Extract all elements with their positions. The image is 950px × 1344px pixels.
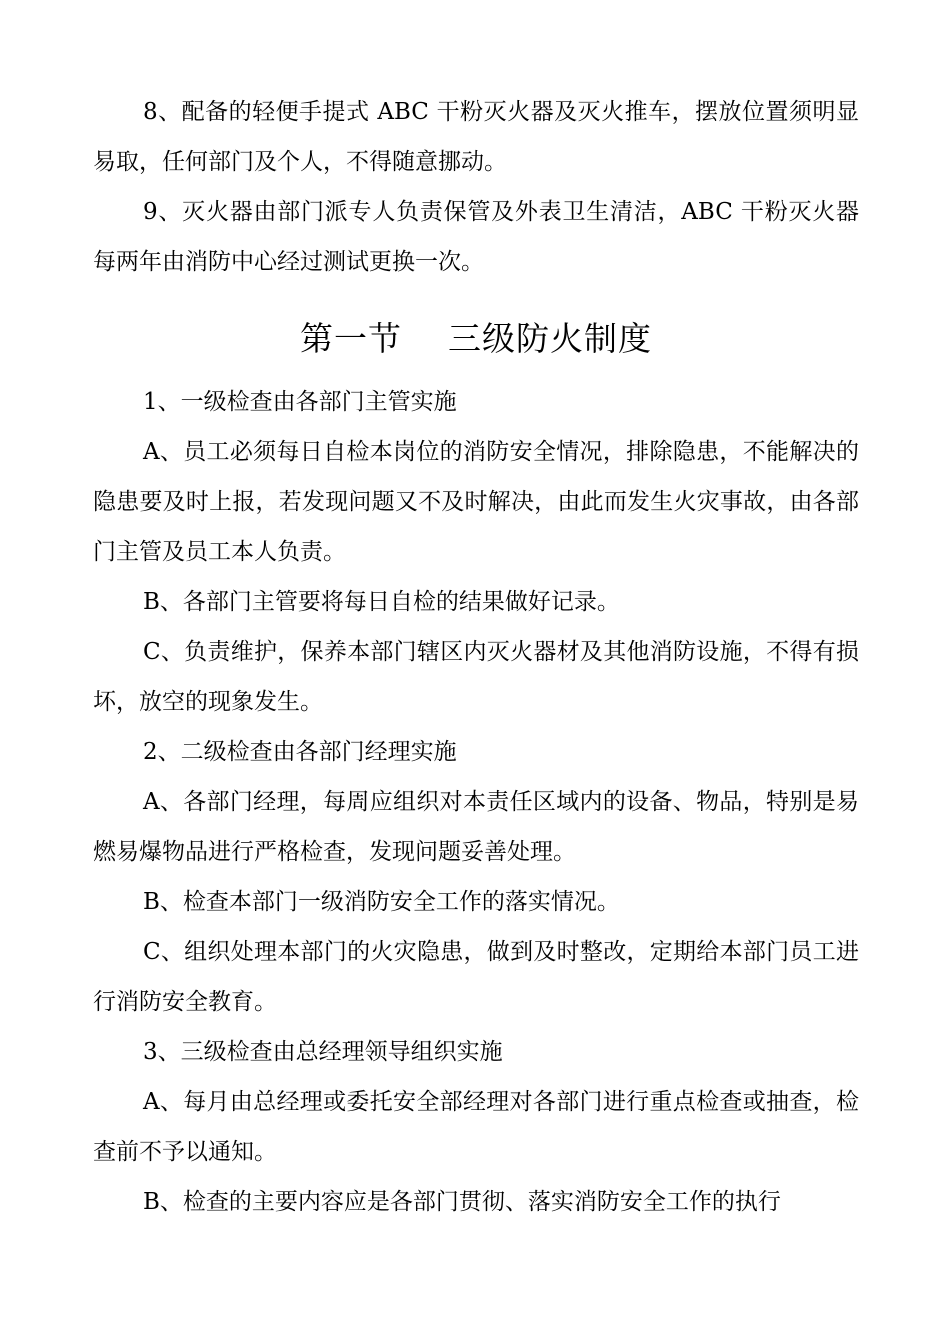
paragraph-level-1-b: B、各部门主管要将每日自检的结果做好记录。 — [143, 589, 620, 615]
section-gap — [402, 319, 448, 358]
paragraph-level-2-a: A、各部门经理，每周应组织对本责任区域内的设备、物品，特别是易燃易爆物品进行严格检查，发现问题妥善处理。 — [93, 789, 859, 865]
paragraph-level-2-b: B、检查本部门一级消防安全工作的落实情况。 — [143, 889, 620, 915]
paragraph-level-1-heading: 1、一级检查由各部门主管实施 — [143, 389, 457, 415]
paragraph-level-2-c: C、组织处理本部门的火灾隐患，做到及时整改，定期给本部门员工进行消防安全教育。 — [93, 939, 859, 1015]
section-title: 三级防火制度 — [447, 319, 652, 358]
paragraph-level-3-b: B、检查的主要内容应是各部门贯彻、落实消防安全工作的执行 — [143, 1189, 781, 1215]
paragraph-level-3-a: A、每月由总经理或委托安全部经理对各部门进行重点检查或抽查，检查前不予以通知。 — [93, 1089, 859, 1165]
paragraph-level-2-heading: 2、二级检查由各部门经理实施 — [143, 739, 457, 765]
section-heading — [93, 309, 859, 369]
paragraph-level-1-a: A、员工必须每日自检本岗位的消防安全情况，排除隐患，不能解决的隐患要及时上报，若发现问题又不及时解决，由此而发生火灾事故，由各部门主管及员工本人负责。 — [93, 439, 859, 565]
paragraph-item-8: 8、配备的轻便手提式 ABC 干粉灭火器及灭火推车，摆放位置须明显易取，任何部门及个人，不得随意挪动。 — [93, 99, 859, 175]
paragraph-item-9: 9、灭火器由部门派专人负责保管及外表卫生清洁，ABC 干粉灭火器每两年由消防中心经过测试更换一次。 — [93, 199, 859, 275]
section-number: 第一节 — [300, 319, 403, 358]
paragraph-level-1-c: C、负责维护，保养本部门辖区内灭火器材及其他消防设施，不得有损坏，放空的现象发生。 — [93, 639, 859, 715]
document-page — [93, 87, 859, 1227]
paragraph-level-3-heading: 3、三级检查由总经理领导组织实施 — [143, 1039, 503, 1065]
